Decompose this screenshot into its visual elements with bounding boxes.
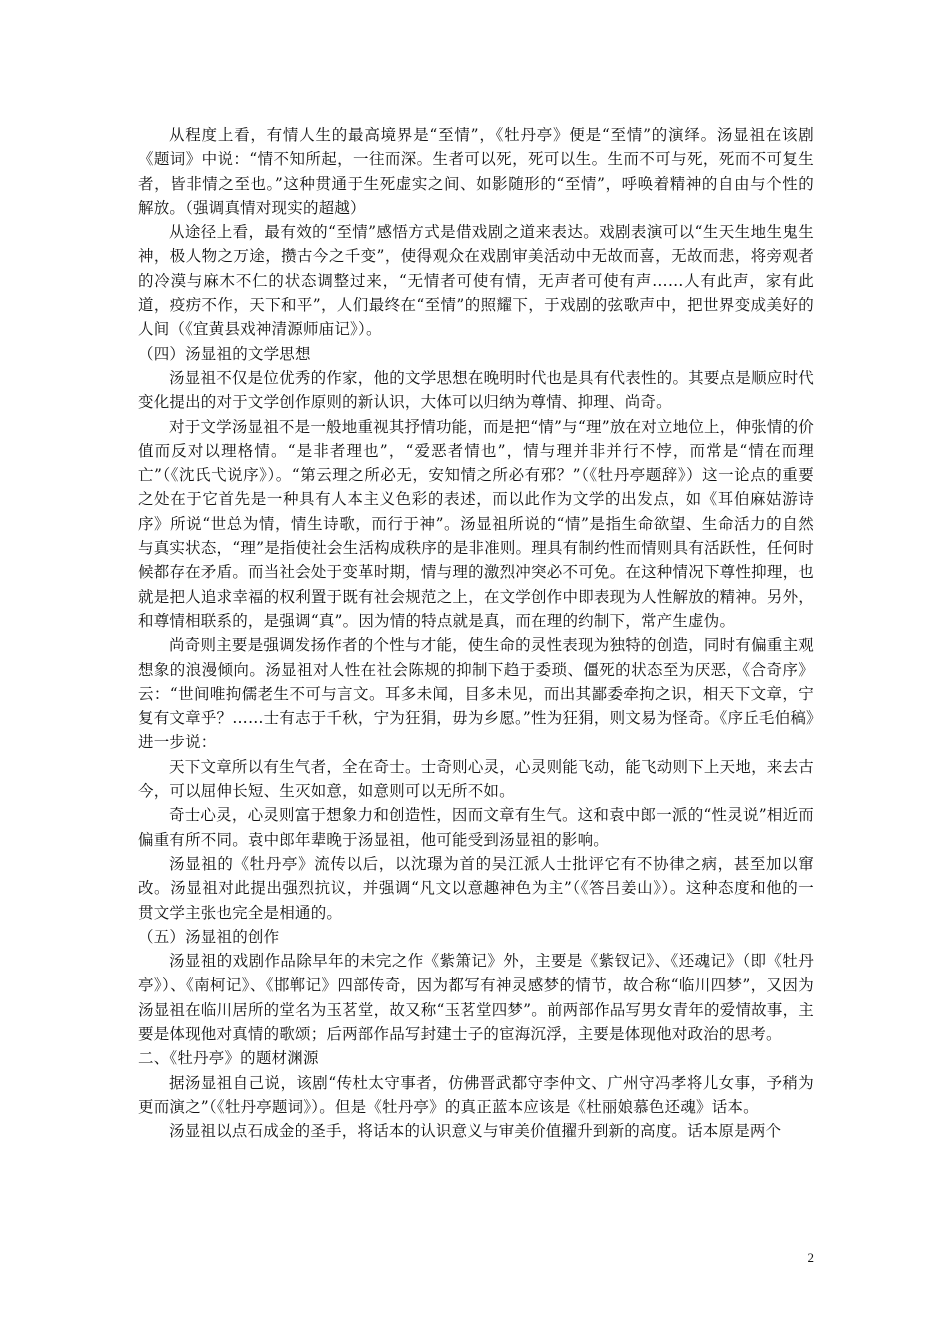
paragraph-literary-thought-intro: 汤显祖不仅是位优秀的作家，他的文学思想在晚明时代也是具有代表性的。其要点是顺应时代变化提出的对于文学创作原则的新认识，大体可以归纳为尊情、抑理、尚奇。 bbox=[138, 368, 814, 412]
document-body bbox=[138, 123, 814, 1143]
paragraph-elevation: 汤显祖以点石成金的圣手，将话本的认识意义与审美价值擢升到新的高度。话本原是两个 bbox=[169, 1122, 782, 1141]
paragraph-zhiqing-path: 从途径上看，最有效的“至情”感悟方式是借戏剧之道来表达。戏剧表演可以“生天生地生鬼生神，极人物之万途，攒古今之千变”，使得观众在戏剧审美活动中无故而喜，无故而悲，将旁观者的冷漠与麻木不仁的状态调整过来，“无情者可使有情，无声者可使有声……人有此声，家有此道，疫疠不作，天下和平”，人们最终在“至情”的照耀下，于戏剧的弦歌声中，把世界变成美好的人间（《宜黄县戏神清源师庙记》）。 bbox=[138, 223, 814, 339]
paragraph-four-dreams: 汤显祖的戏剧作品除早年的未完之作《紫箫记》外，主要是《紫钗记》、《还魂记》（即《牡丹亭》）、《南柯记》、《邯郸记》四部传奇，因为都写有神灵感梦的情节，故合称“临川四梦”，又因为汤显祖在临川居所的堂名为玉茗堂，故又称“玉茗堂四梦”。前两部作品写男女青年的爱情故事，主要是体现他对真情的歌颂；后两部作品写封建士子的宦海沉浮，主要是体现他对政治的思考。 bbox=[138, 952, 814, 1043]
section-heading-sources: 二、《牡丹亭》的题材渊源 bbox=[138, 1049, 319, 1068]
paragraph-quote-qishi: 天下文章所以有生气者，全在奇士。士奇则心灵，心灵则能飞动，能飞动则下上天地，来去古今，可以屈伸长短、生灭如意，如意则可以无所不如。 bbox=[138, 757, 814, 801]
section-heading-works: （五）汤显祖的创作 bbox=[138, 927, 280, 946]
paragraph-xingling: 奇士心灵，心灵则富于想象力和创造性，因而文章有生气。这和袁中郎一派的“性灵说”相近而偏重有所不同。袁中郎年辈晚于汤显祖，他可能受到汤显祖的影响。 bbox=[138, 806, 814, 849]
paragraph-shangqi: 尚奇则主要是强调发扬作者的个性与才能，使生命的灵性表现为独特的创造，同时有偏重主观想象的浪漫倾向。汤显祖对人性在社会陈规的抑制下趋于委琐、僵死的状态至为厌恶，《合奇序》云：“世间唯拘儒老生不可与言文。耳多未闻，目多未见，而出其鄙委牵拘之识，相天下文章，宁复有文章乎？……士有志于千秋，宁为狂狷，毋为乡愿。”性为狂狷，则文易为怪奇。《序丘毛伯稿》进一步说： bbox=[138, 636, 814, 752]
paragraph-source-story: 据汤显祖自己说，该剧“传杜太守事者，仿佛晋武都守李仲文、广州守冯孝将儿女事，予稍为更而演之”（《牡丹亭题词》）。但是《牡丹亭》的真正蓝本应该是《杜丽娘慕色还魂》话本。 bbox=[138, 1073, 814, 1116]
paragraph-wujiang-school: 汤显祖的《牡丹亭》流传以后，以沈璟为首的吴江派人士批评它有不协律之病，甚至加以窜改。汤显祖对此提出强烈抗议，并强调“凡文以意趣神色为主”（《答吕姜山》）。这种态度和他的一贯文学主张也完全是相通的。 bbox=[138, 854, 814, 922]
section-heading-literary-thought: （四）汤显祖的文学思想 bbox=[138, 344, 311, 363]
paragraph-zhiqing-degree: 从程度上看，有情人生的最高境界是“至情”，《牡丹亭》便是“至情”的演绎。汤显祖在该剧《题词》中说：“情不知所起，一往而深。生者可以死，死可以生。生而不可与死，死而不可复生者，皆非情之至也。”这种贯通于生死虚实之间、如影随形的“至情”，呼唤着精神的自由与个性的解放。（强调真情对现实的超越） bbox=[138, 126, 814, 217]
page-number: 2 bbox=[807, 1250, 814, 1265]
paragraph-qing-and-li: 对于文学汤显祖不是一般地重视其抒情功能，而是把“情”与“理”放在对立地位上，伸张情的价值而反对以理格情。“是非者理也”，“爱恶者情也”，情与理并非并行不悖，而常是“情在而理亡”（《沈氏弋说序》）。“第云理之所必无，安知情之所必有邪？”（《牡丹亭题辞》）这一论点的重要之处在于它首先是一种具有人本主义色彩的表述，而以此作为文学的出发点，如《耳伯麻姑游诗序》所说“世总为情，情生诗歌，而行于神”。汤显祖所说的“情”是指生命欲望、生命活力的自然与真实状态，“理”是指使社会生活构成秩序的是非准则。理具有制约性而情则具有活跃性，任何时候都存在矛盾。而当社会处于变革时期，情与理的激烈冲突必不可免。在这种情况下尊性抑理，也就是把人追求幸福的权利置于既有社会规范之上，在文学创作中即表现为人性解放的精神。另外，和尊情相联系的，是强调“真”。因为情的特点就是真，而在理的约制下，常产生虚伪。 bbox=[138, 417, 814, 630]
